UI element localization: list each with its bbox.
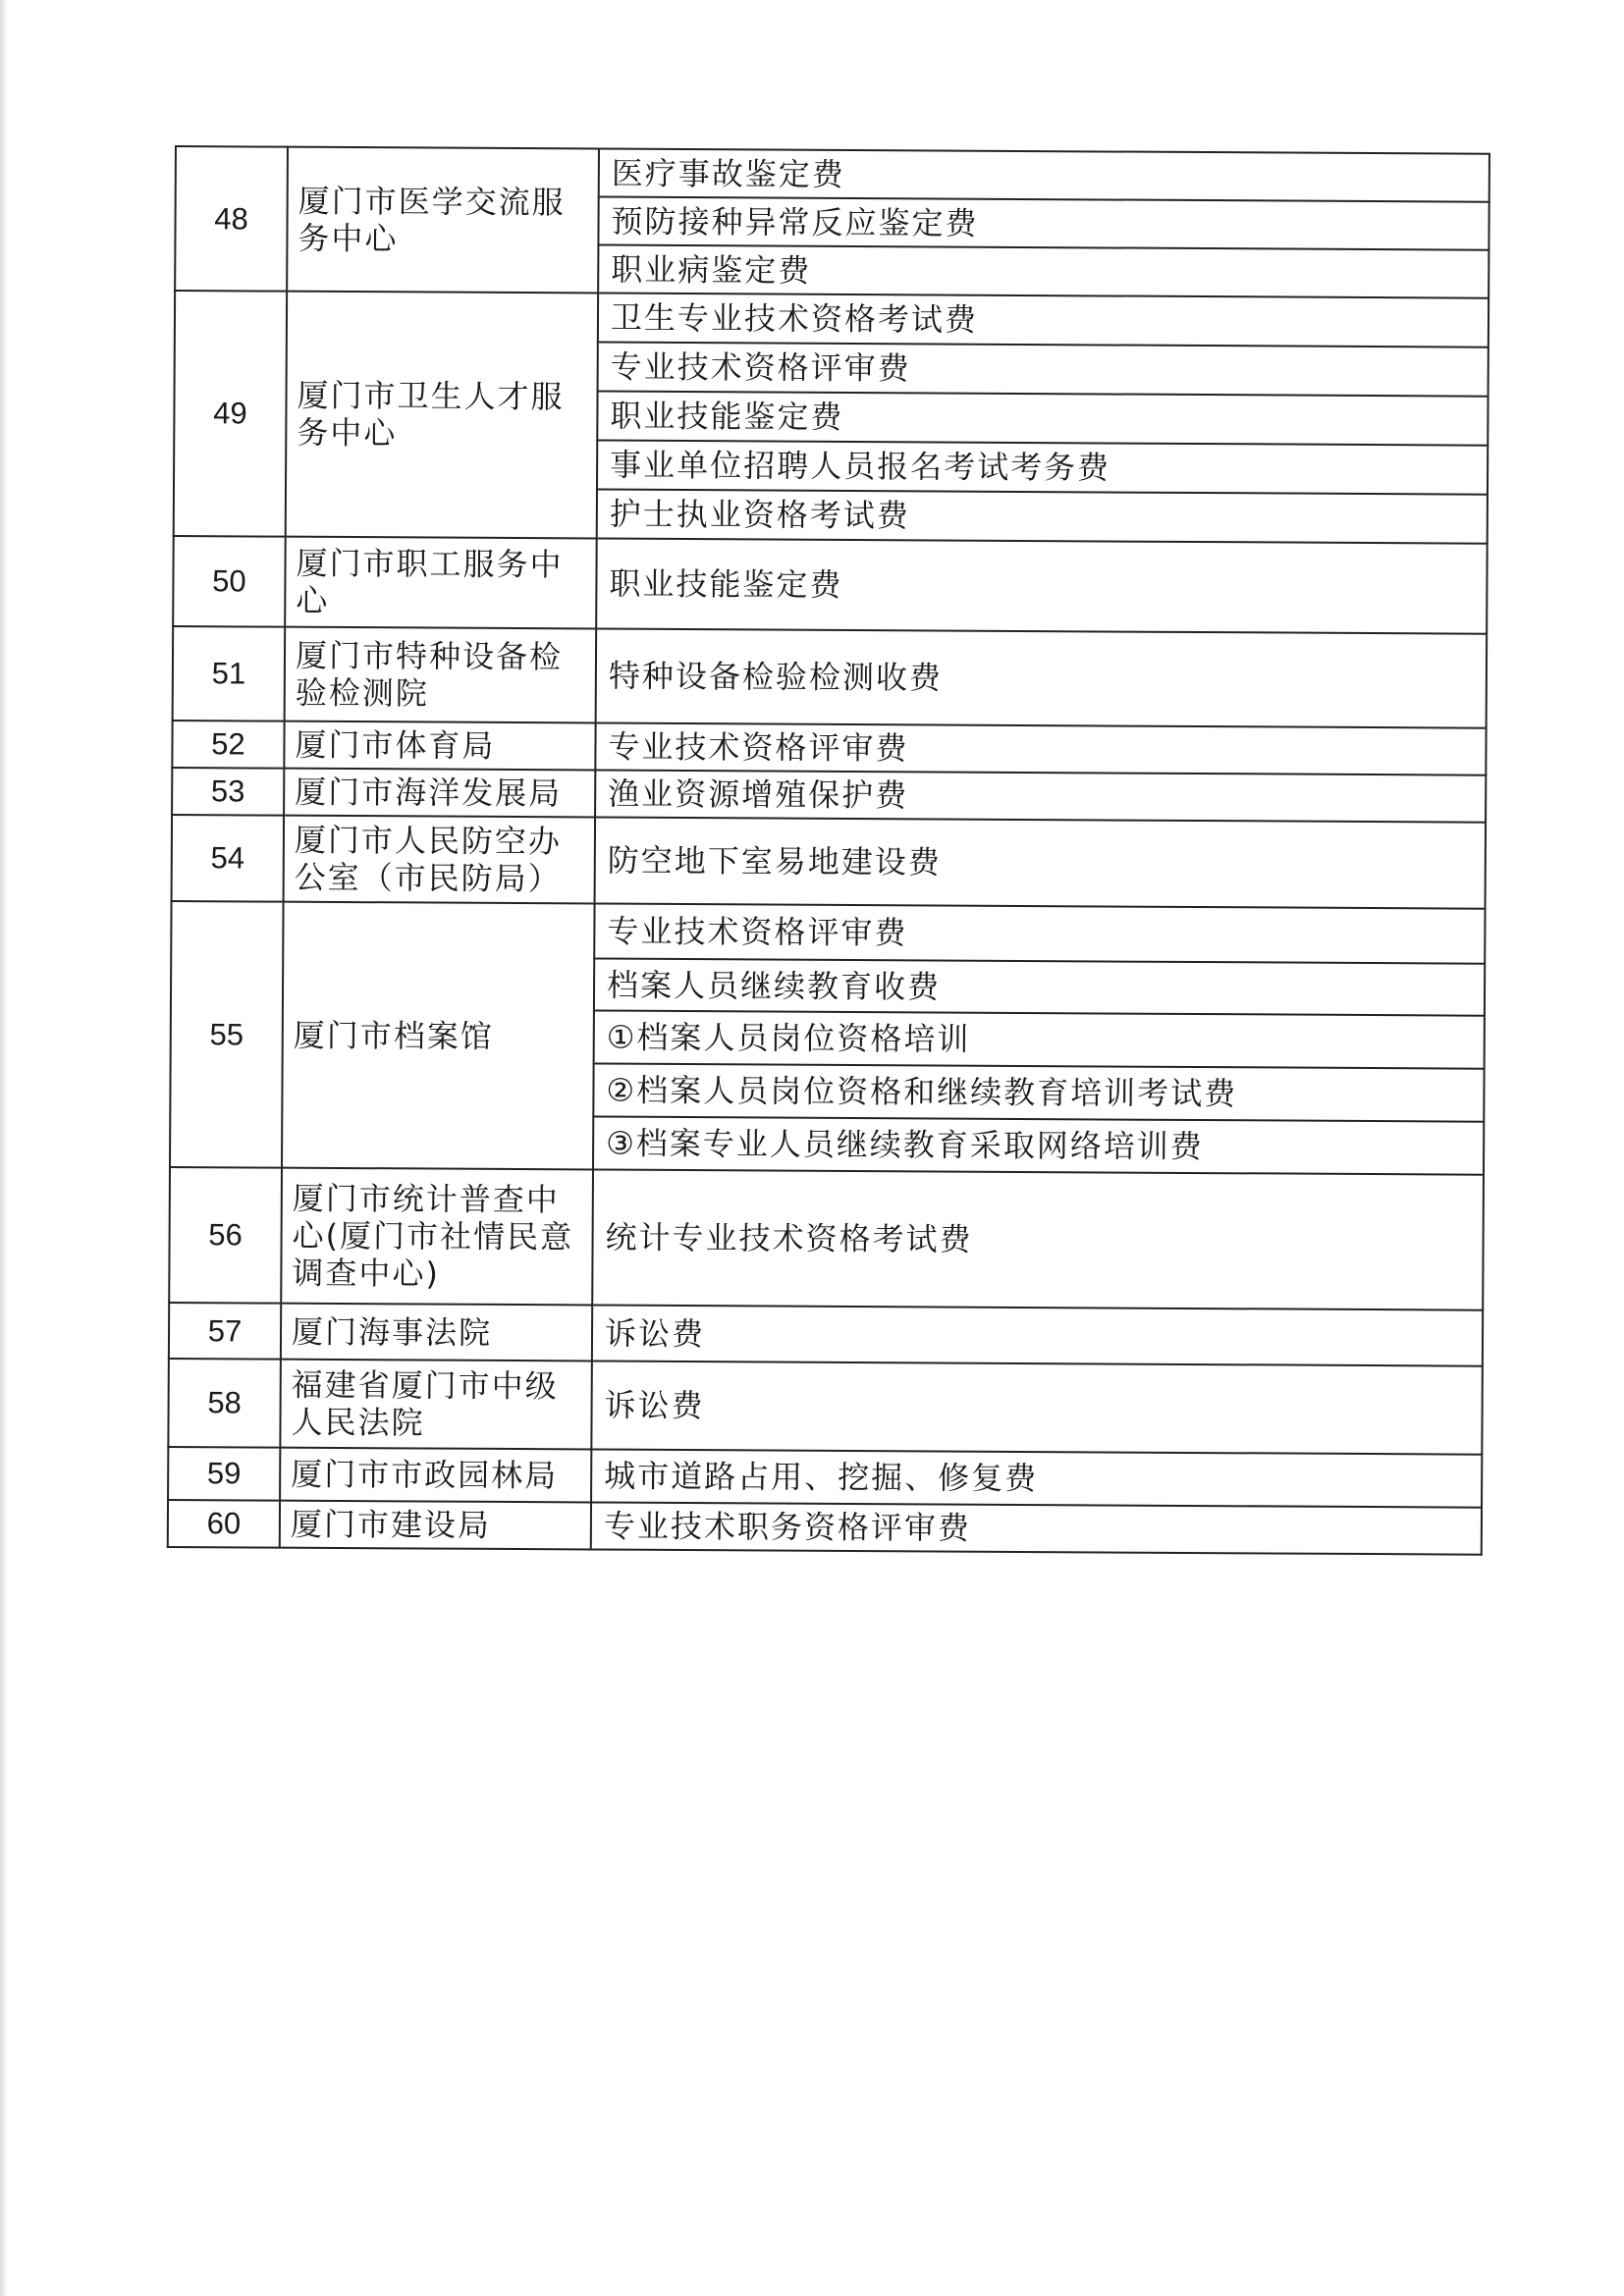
table-row — [169, 1167, 1484, 1310]
fee-item: 专业技术资格评审费 — [598, 342, 1489, 396]
fee-item: ②档案人员岗位资格和继续教育培训考试费 — [593, 1063, 1484, 1121]
org-name: 厦门市医学交流服务中心 — [287, 147, 599, 294]
row-number: 50 — [173, 536, 286, 627]
row-number: 48 — [175, 146, 288, 292]
table-row — [172, 768, 1486, 823]
org-name: 厦门市人民防空办公室（市民防局） — [284, 816, 596, 904]
fee-item: 渔业资源增殖保护费 — [595, 770, 1486, 822]
org-name: 厦门市体育局 — [284, 721, 595, 771]
fee-item: ③档案专业人员继续教育采取网络培训费 — [593, 1116, 1484, 1174]
fee-item: 职业技能鉴定费 — [596, 538, 1488, 633]
row-number: 53 — [172, 768, 284, 816]
table-row — [175, 291, 1489, 347]
row-number: 60 — [168, 1500, 280, 1548]
row-number: 55 — [170, 901, 284, 1168]
org-name: 厦门市市政园林局 — [280, 1448, 591, 1503]
fee-item: 诉讼费 — [592, 1305, 1483, 1365]
fee-item: 医疗事故鉴定费 — [599, 148, 1489, 201]
row-number: 57 — [169, 1303, 281, 1360]
org-name: 厦门市档案馆 — [282, 902, 595, 1170]
fee-item: 专业技术资格评审费 — [594, 903, 1485, 963]
fee-item: 统计专业技术资格考试费 — [592, 1169, 1484, 1309]
table-row — [173, 626, 1488, 728]
org-name: 厦门市卫生人才服务中心 — [286, 292, 598, 539]
table-row — [168, 1500, 1482, 1555]
row-number: 56 — [169, 1167, 282, 1304]
fee-item: 职业病鉴定费 — [598, 244, 1489, 297]
fee-item: 城市道路占用、挖掘、修复费 — [591, 1449, 1482, 1507]
table-row — [173, 536, 1488, 634]
fee-item: 专业技术职务资格评审费 — [591, 1502, 1482, 1554]
table-row — [176, 146, 1489, 202]
fee-item: 专业技术资格评审费 — [595, 722, 1486, 774]
org-name: 厦门市职工服务中心 — [285, 537, 597, 629]
row-number: 52 — [172, 721, 284, 769]
fee-item: 档案人员继续教育收费 — [594, 958, 1485, 1015]
table-row — [168, 1447, 1482, 1508]
table-row — [172, 721, 1486, 775]
fee-item: 诉讼费 — [591, 1361, 1483, 1454]
fee-item: 护士执业资格考试费 — [597, 489, 1488, 543]
org-name: 厦门市特种设备检验检测院 — [285, 627, 597, 723]
org-name: 厦门市统计普查中心(厦门市社情民意调查中心) — [281, 1168, 593, 1306]
org-name: 厦门海事法院 — [281, 1304, 592, 1362]
row-number: 51 — [173, 626, 286, 721]
row-number: 49 — [174, 291, 287, 537]
fee-item: 职业技能鉴定费 — [597, 391, 1488, 445]
scan-edge — [0, 0, 8, 2296]
fee-item: 预防接种异常反应鉴定费 — [598, 196, 1489, 249]
table-row — [171, 901, 1485, 964]
fee-item: ①档案人员岗位资格培训 — [594, 1010, 1485, 1068]
row-number: 59 — [168, 1447, 280, 1501]
row-number: 54 — [172, 815, 285, 902]
org-name: 厦门市海洋发展局 — [284, 769, 595, 818]
fee-item: 特种设备检验检测收费 — [596, 628, 1488, 727]
org-name: 厦门市建设局 — [280, 1501, 591, 1550]
row-number: 58 — [168, 1359, 281, 1448]
fee-item: 防空地下室易地建设费 — [595, 817, 1486, 908]
fee-table — [167, 145, 1490, 1556]
table-row — [172, 815, 1486, 909]
table-row — [169, 1303, 1483, 1366]
fee-item: 卫生专业技术资格考试费 — [598, 293, 1489, 347]
org-name: 福建省厦门市中级人民法院 — [280, 1360, 592, 1450]
fee-item: 事业单位招聘人员报名考试考务费 — [597, 440, 1488, 494]
table-row — [168, 1359, 1482, 1455]
